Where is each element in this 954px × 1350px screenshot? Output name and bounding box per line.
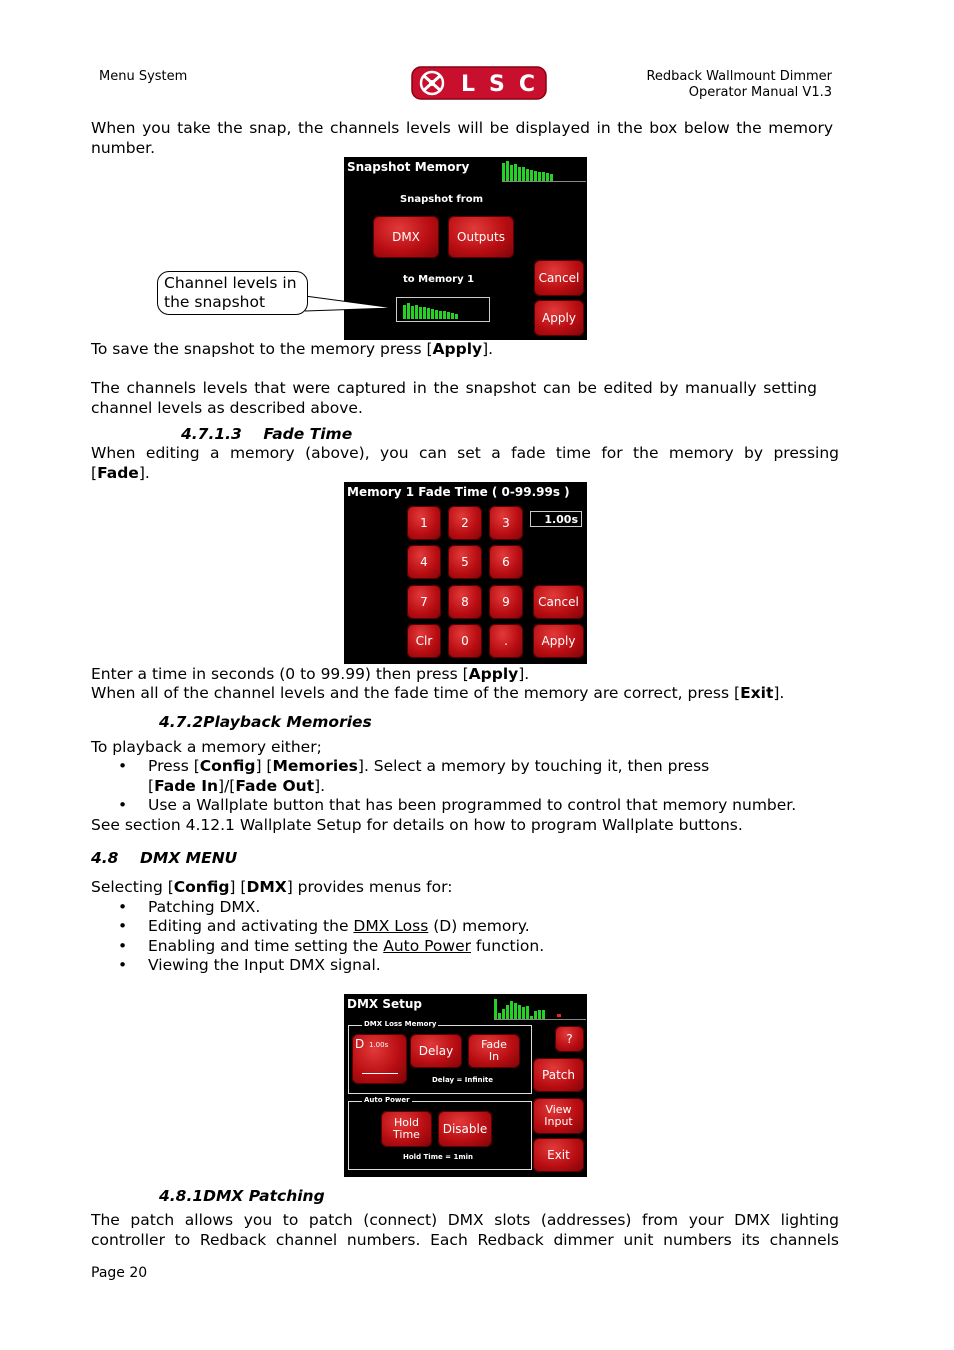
keypad-key-4[interactable]: 4 [407, 545, 441, 579]
paragraph-snap-line1: When you take the snap, the channels levels will be displayed in the box below the memory [91, 119, 833, 137]
paragraph-edit-line1: The channels levels that were captured in the snapshot can be edited by manually setting [91, 379, 817, 397]
paragraph-enter-time: Enter a time in seconds (0 to 99.99) then press [Apply]. [91, 665, 530, 683]
d-memory-label: D [355, 1037, 365, 1051]
paragraph-fade-line2: [Fade]. [91, 464, 150, 482]
header-section-title: Menu System [99, 69, 188, 84]
auto-power-link[interactable]: Auto Power [383, 937, 471, 955]
paragraph-edit-line2: channel levels as described above. [91, 399, 363, 417]
heading-dmx-menu: 4.8 DMX MENU [91, 849, 238, 867]
snapshot-to-memory-label: to Memory 1 [403, 274, 475, 285]
snapshot-screen-title: Snapshot Memory [347, 160, 470, 174]
list-item-dmx-loss: Editing and activating the DMX Loss (D) memory. [148, 917, 530, 935]
bullet-marker: • [118, 898, 128, 916]
list-item-auto-power: Enabling and time setting the Auto Power function. [148, 937, 545, 955]
dmx-header-level-bars [494, 997, 545, 1019]
heading-dmx-patching: 4.8.1DMX Patching [159, 1187, 325, 1205]
dmx-delay-button[interactable]: Delay [410, 1034, 462, 1068]
snapshot-cancel-button[interactable]: Cancel [534, 260, 584, 296]
keypad-key-8[interactable]: 8 [448, 585, 482, 619]
lsc-logo [411, 66, 547, 100]
header-doc-title [646, 69, 832, 101]
keypad-key-3[interactable]: 3 [489, 506, 523, 540]
dmx-header-baseline [494, 1019, 586, 1020]
dmx-view-input-button[interactable]: View Input [533, 1098, 584, 1134]
paragraph-snap-line2: number. [91, 139, 155, 157]
keypad-key-6[interactable]: 6 [489, 545, 523, 579]
callout-line1: Channel levels in [164, 274, 297, 292]
logo-text: LSC [461, 72, 547, 97]
bullet-marker: • [118, 937, 128, 955]
keypad-key-9[interactable]: 9 [489, 585, 523, 619]
snapshot-apply-button[interactable]: Apply [534, 300, 584, 336]
bullet-wallplate: Use a Wallplate button that has been programmed to control that memory number. [148, 796, 797, 814]
keypad-key-1[interactable]: 1 [407, 506, 441, 540]
paragraph-selecting-dmx: Selecting [Config] [DMX] provides menus for: [91, 878, 453, 896]
bullet-marker: • [118, 956, 128, 974]
dmx-loss-link[interactable]: DMX Loss [353, 917, 429, 935]
heading-fade-time: 4.7.1.3 Fade Time [181, 425, 353, 443]
keypad-key-5[interactable]: 5 [448, 545, 482, 579]
dmx-help-button[interactable]: ? [555, 1026, 584, 1052]
callout-line2: the snapshot [164, 293, 266, 311]
list-item-patching: Patching DMX. [148, 898, 261, 916]
keypad-key-2[interactable]: 2 [448, 506, 482, 540]
dmx-setup-screen [344, 994, 587, 1177]
page-number: Page 20 [91, 1265, 148, 1281]
paragraph-playback-intro: To playback a memory either; [91, 738, 322, 756]
dmx-header-indicator [557, 1014, 561, 1017]
fade-screen-title: Memory 1 Fade Time ( 0-99.99s ) [347, 485, 570, 499]
dmx-fade-in-button[interactable]: Fade In [468, 1034, 520, 1068]
dmx-patch-button[interactable]: Patch [533, 1058, 584, 1092]
snapshot-header-baseline [502, 181, 586, 182]
fade-apply-button[interactable]: Apply [533, 624, 584, 658]
dmx-delay-status: Delay = Infinite [432, 1076, 494, 1084]
heading-playback-memories: 4.7.2Playback Memories [159, 713, 372, 731]
snapshot-dmx-button[interactable]: DMX [373, 216, 439, 258]
snapshot-levels-box [396, 297, 490, 322]
list-item-view-input: Viewing the Input DMX signal. [148, 956, 381, 974]
snapshot-header-level-bars [502, 161, 553, 181]
bullet-press-config-line2: [Fade In]/[Fade Out]. [148, 777, 326, 795]
bullet-marker: • [118, 917, 128, 935]
keypad-key-7[interactable]: 7 [407, 585, 441, 619]
dmx-loss-d-memory-button[interactable] [352, 1034, 407, 1084]
auto-power-group-label: Auto Power [364, 1096, 410, 1104]
fade-time-value-field[interactable]: 1.00s [530, 511, 582, 527]
fade-time-screen [344, 482, 587, 664]
paragraph-fade-line1: When editing a memory (above), you can set a fade time for the memory by pressing [91, 444, 839, 462]
keypad-key-clear[interactable]: Clr [407, 624, 441, 658]
auto-power-hold-status: Hold Time = 1min [403, 1153, 474, 1161]
snapshot-levels-bars [403, 301, 458, 319]
d-memory-time: 1.00s [369, 1041, 389, 1049]
bullet-marker: • [118, 757, 128, 775]
bullet-press-config: Press [Config] [Memories]. Select a memory by touching it, then press [148, 757, 710, 775]
auto-power-disable-button[interactable]: Disable [438, 1111, 492, 1147]
paragraph-see-section: See section 4.12.1 Wallplate Setup for details on how to program Wallplate buttons. [91, 816, 743, 834]
bullet-marker: • [118, 796, 128, 814]
callout-channel-levels [157, 271, 308, 315]
auto-power-hold-time-button[interactable]: Hold Time [381, 1111, 432, 1147]
paragraph-patch-line1: The patch allows you to patch (connect) DMX slots (addresses) from your DMX lighting [91, 1211, 839, 1229]
keypad-key-dot[interactable]: . [489, 624, 523, 658]
paragraph-save-snapshot: To save the snapshot to the memory press [Apply]. [91, 340, 494, 358]
fade-cancel-button[interactable]: Cancel [533, 585, 584, 619]
dmx-exit-button[interactable]: Exit [533, 1138, 584, 1172]
callout-pointer [300, 290, 400, 320]
snapshot-outputs-button[interactable]: Outputs [448, 216, 514, 258]
d-memory-level-line [362, 1073, 398, 1074]
header-doc-name: Redback Wallmount Dimmer [646, 69, 832, 84]
snapshot-from-label: Snapshot from [400, 194, 484, 205]
paragraph-patch-line2: controller to Redback channel numbers. Each Redback dimmer unit numbers its channels [91, 1231, 839, 1249]
paragraph-press-exit: When all of the channel levels and the fade time of the memory are correct, press [Exit]. [91, 684, 785, 702]
dmx-loss-group-label: DMX Loss Memory [364, 1020, 437, 1028]
keypad-key-0[interactable]: 0 [448, 624, 482, 658]
header-doc-version: Operator Manual V1.3 [688, 85, 832, 100]
dmx-screen-title: DMX Setup [347, 997, 422, 1011]
